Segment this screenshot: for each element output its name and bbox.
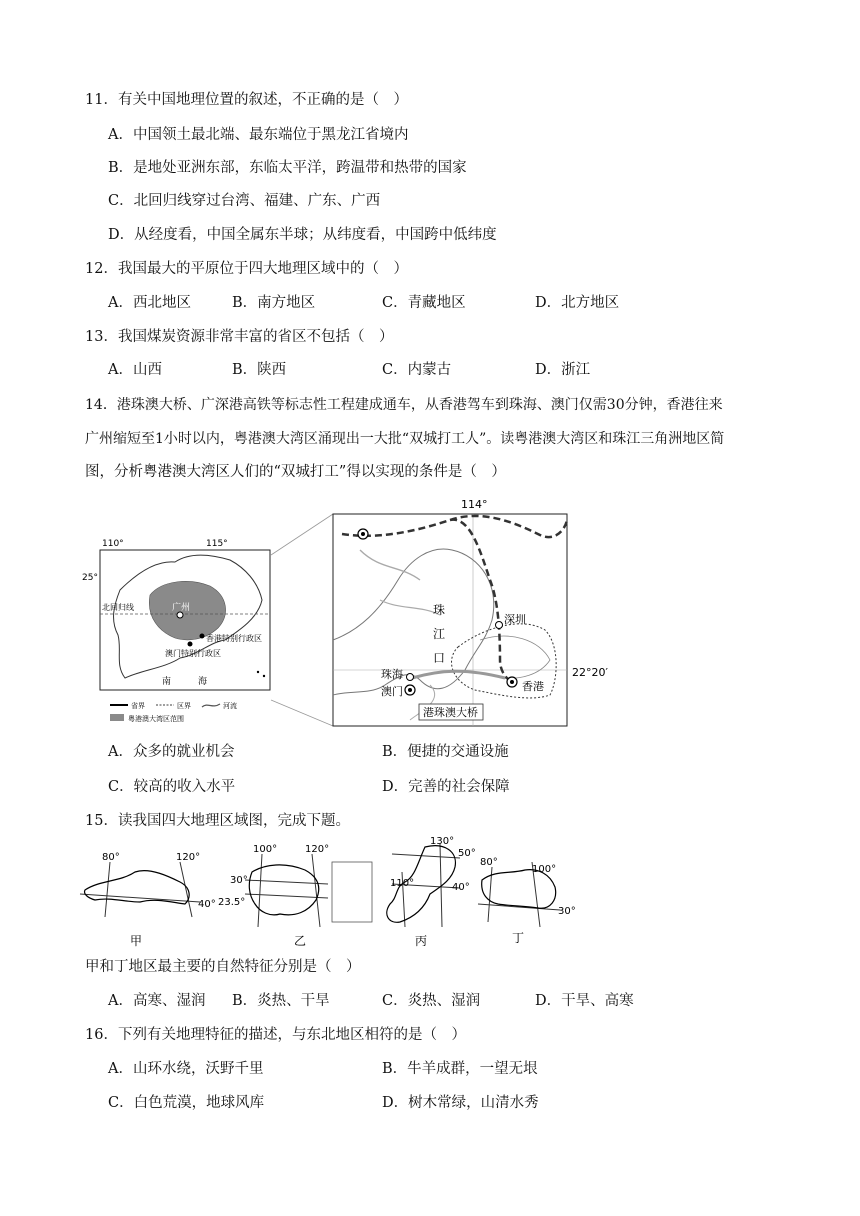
q16-option-c: C．白色荒漠，地球风库 [108,1095,265,1111]
ding-lon2: 100° [532,864,557,875]
jia-lon1: 80° [102,852,120,863]
q13-option-b: B．陕西 [232,362,287,378]
left-sea1: 南 [162,677,172,687]
q15-sub-question: 甲和丁地区最主要的自然特征分别是（ ） [85,959,361,975]
q12-stem: 12．我国最大的平原位于四大地理区域中的（ ） [85,261,408,277]
map-jia [80,852,216,948]
yi-label: 乙 [294,934,307,948]
q13-option-d: D．浙江 [535,362,591,378]
left-hk-label: 香港特别行政区 [206,634,262,643]
q16-stem: 16．下列有关地理特征的描述，与东北地区相符的是（ ） [85,1027,466,1043]
bing-lon1: 130° [430,836,455,847]
right-macau: 澳门 [381,685,403,698]
map-bing [387,836,476,948]
right-river3: 口 [433,651,446,665]
yi-lon1: 100° [253,844,278,855]
q13-stem: 13．我国煤炭资源非常丰富的省区不包括（ ） [85,329,394,345]
left-macau-label: 澳门特别行政区 [165,649,221,658]
q11-option-a: A．中国领土最北端、最东端位于黑龙江省境内 [108,127,409,143]
right-lon: 114° [461,498,488,511]
q15-region-maps [80,832,580,952]
q14-stem-line2: 广州缩短至1小时以内，粤港澳大湾区涌现出一大批“双城打工人”。读粤港澳大湾区和珠江三角洲地区简 [85,431,725,447]
right-lat: 22°20′ [572,666,608,679]
right-shenzhen: 深圳 [504,613,526,626]
q15-option-b: B．炎热、干旱 [232,993,330,1009]
q16-option-a: A．山环水绕，沃野千里 [108,1061,264,1077]
yi-lon2: 120° [305,844,330,855]
legend-province: 省界 [131,702,145,710]
legend-river: 河流 [223,702,237,710]
yi-lat1: 30° [230,875,248,886]
q11-option-c: C．北回归线穿过台湾、福建、广东、广西 [108,193,381,209]
ding-label: 丁 [512,931,525,945]
left-map [82,539,270,723]
bing-lat1: 50° [458,848,476,859]
south-sea-inset [332,862,372,922]
q14-stem-line1: 14．港珠澳大桥、广深港高铁等标志性工程建成通车，从香港驾车到珠海、澳门仅需30分钟，香港往来 [85,397,723,413]
map-yi [218,844,372,948]
right-river2: 江 [433,627,446,641]
jia-lat: 40° [198,899,216,910]
right-river1: 珠 [433,603,446,617]
q15-option-d: D．干旱、高寒 [535,993,634,1009]
q16-option-d: D．树木常绿，山清水秀 [382,1095,539,1111]
left-sea2: 海 [198,677,208,687]
ding-lat: 30° [558,906,576,917]
q15-option-a: A．高寒、湿润 [108,993,206,1009]
q12-option-b: B．南方地区 [232,295,316,311]
bing-label: 丙 [415,934,428,948]
left-guangzhou-label: 广州 [172,603,191,613]
left-lon2: 115° [206,539,228,549]
right-map [333,498,608,726]
right-hongkong: 香港 [522,680,544,693]
bing-lon2: 110° [390,878,415,889]
legend-area: 粤港澳大湾区范围 [128,715,184,723]
bing-lat2: 40° [452,882,470,893]
q13-option-c: C．内蒙古 [382,362,452,378]
q14-option-b: B．便捷的交通设施 [382,744,509,760]
q14-map-figure [80,490,608,730]
jia-label: 甲 [130,934,143,948]
left-lat: 25° [82,573,98,583]
q16-option-b: B．牛羊成群，一望无垠 [382,1061,538,1077]
q12-option-d: D．北方地区 [535,295,620,311]
q11-option-b: B．是地处亚洲东部，东临太平洋，跨温带和热带的国家 [108,160,467,176]
q15-stem: 15．读我国四大地理区域图，完成下题。 [85,813,350,829]
map-ding [478,857,576,945]
right-zhuhai: 珠海 [381,668,403,681]
jia-lon2: 120° [176,852,201,863]
q14-stem-line3: 图，分析粤港澳大湾区人们的“双城打工”得以实现的条件是（ ） [85,464,506,480]
right-bridge-label: 港珠澳大桥 [423,706,478,719]
legend-district: 区界 [177,702,191,710]
q12-option-a: A．西北地区 [108,295,191,311]
q14-option-c: C．较高的收入水平 [108,779,236,795]
yi-lat2: 23.5° [218,897,246,908]
ding-lon1: 80° [480,857,498,868]
q11-stem: 11．有关中国地理位置的叙述，不正确的是（ ） [85,92,408,108]
q12-option-c: C．青藏地区 [382,295,466,311]
q15-option-c: C．炎热、湿润 [382,993,481,1009]
q13-option-a: A．山西 [108,362,162,378]
q14-option-a: A．众多的就业机会 [108,744,235,760]
left-tropic-label: 北回归线 [102,603,134,612]
q14-option-d: D．完善的社会保障 [382,779,510,795]
q11-option-d: D．从经度看，中国全属东半球；从纬度看，中国跨中低纬度 [108,227,497,243]
left-lon1: 110° [102,539,124,549]
